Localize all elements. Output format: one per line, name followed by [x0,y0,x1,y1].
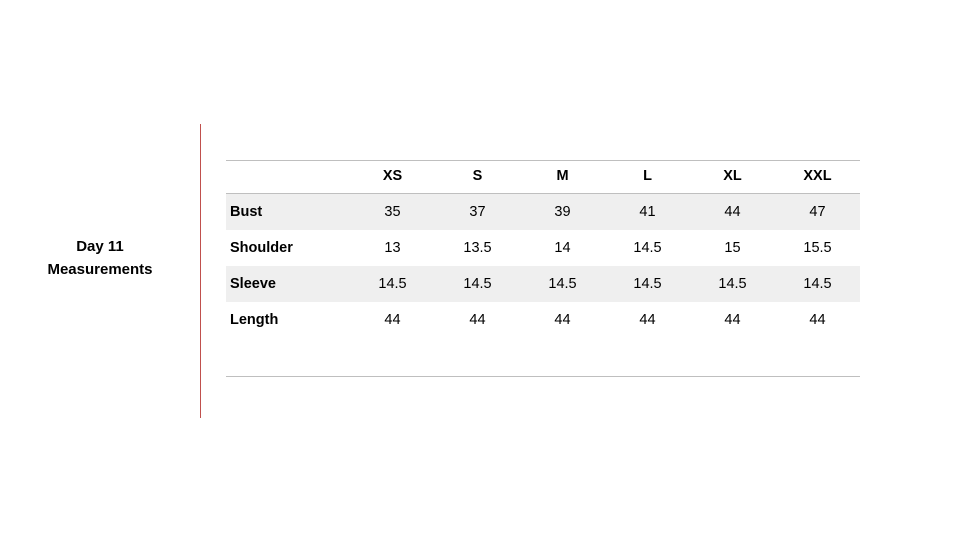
cell-shoulder-xs: 13 [384,240,401,256]
row-label-bust: Bust [226,194,350,231]
cell-length-s: 44 [469,312,486,328]
column-header-xxl: XXL [775,161,860,194]
measurements-table-container [226,160,860,338]
table-row [226,302,860,338]
table-header [226,161,860,194]
cell-shoulder-xl: 15 [724,240,741,256]
page-title-line-1: Day 11 [76,238,124,255]
measurements-table [226,160,860,338]
cell-shoulder-s: 13.5 [463,240,492,256]
column-header-xl: XL [690,161,775,194]
cell-sleeve-l: 14.5 [605,266,690,302]
table-row [226,230,860,266]
cell-length-xxl: 44 [809,312,826,328]
row-label-length: Length [230,312,279,328]
cell-bust-xs: 35 [350,194,435,231]
column-header-l: L [605,161,690,194]
cell-bust-s: 37 [435,194,520,231]
cell-shoulder-m: 14 [554,240,571,256]
column-header-s: S [435,161,520,194]
cell-sleeve-xl: 14.5 [690,266,775,302]
table-body [226,194,860,339]
cell-sleeve-xs: 14.5 [350,266,435,302]
cell-shoulder-l: 14.5 [633,240,662,256]
cell-length-m: 44 [554,312,571,328]
cell-bust-xl: 44 [690,194,775,231]
column-header-m: M [520,161,605,194]
cell-length-xl: 44 [724,312,741,328]
accent-divider [200,124,201,418]
cell-sleeve-m: 14.5 [520,266,605,302]
row-label-sleeve: Sleeve [226,266,350,302]
cell-length-l: 44 [639,312,656,328]
page-title-line-2: Measurements [47,261,153,279]
cell-bust-l: 41 [605,194,690,231]
row-label-shoulder: Shoulder [230,240,293,256]
cell-length-xs: 44 [384,312,401,328]
page-title [0,235,200,282]
cell-shoulder-xxl: 15.5 [803,240,832,256]
column-header-row-label [226,161,350,194]
cell-bust-xxl: 47 [775,194,860,231]
table-bottom-divider [226,376,860,377]
table-row [226,194,860,231]
cell-bust-m: 39 [520,194,605,231]
cell-sleeve-xxl: 14.5 [775,266,860,302]
cell-sleeve-s: 14.5 [435,266,520,302]
table-row [226,266,860,302]
column-header-xs: XS [350,161,435,194]
table-header-row [226,161,860,194]
